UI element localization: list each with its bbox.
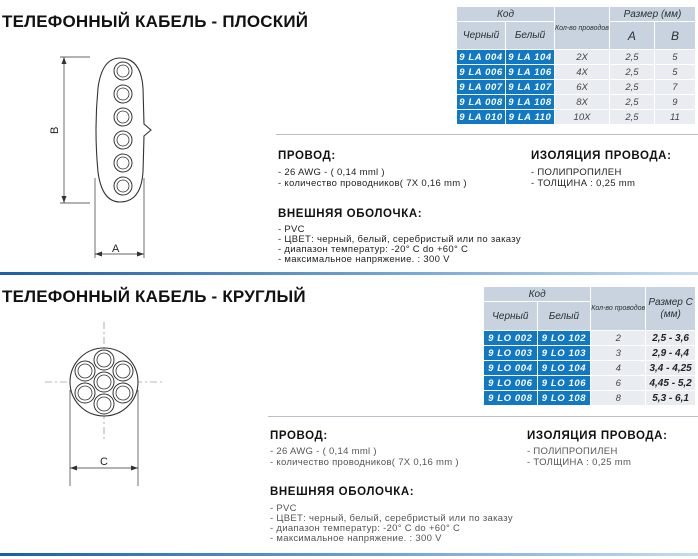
flat-white-header: Белый: [506, 22, 554, 49]
cell-white: 9 LO 104: [538, 361, 591, 375]
cell-black: 9 LO 006: [484, 376, 537, 390]
round-size-header: Размер C (мм): [646, 287, 695, 330]
flat-wire-line: - 26 AWG - ( 0,14 mml ): [278, 167, 385, 178]
cell-size: 3,4 - 4,25: [646, 361, 695, 375]
table-row: [457, 65, 695, 79]
table-row: [457, 50, 695, 64]
flat-wire-heading: ПРОВОД:: [278, 150, 336, 162]
cell-b: 9: [655, 95, 695, 109]
round-code-header: Код: [484, 287, 590, 301]
round-sheath-line: - PVC: [270, 503, 297, 514]
flat-cable-drawing: [40, 48, 170, 263]
cell-white: 9 LO 102: [538, 331, 591, 345]
cell-black: 9 LO 008: [484, 391, 537, 405]
cell-black: 9 LA 010: [457, 110, 505, 124]
round-black-header: Черный: [484, 302, 537, 330]
cell-white: 9 LA 104: [506, 50, 554, 64]
round-cable-table: [483, 286, 696, 406]
cell-size: 4,45 - 5,2: [646, 376, 695, 390]
flat-sheath-line: - диапазон температур: -20° C do +60° C: [278, 244, 469, 255]
cell-white: 9 LA 106: [506, 65, 554, 79]
cell-a: 2,5: [610, 65, 654, 79]
round-wire-line: - количество проводников( 7X 0,16 mm ): [270, 457, 459, 468]
table-row: [457, 110, 695, 124]
cell-size: 2,9 - 4,4: [646, 346, 695, 360]
round-count-header: Кол-во проводов: [591, 287, 645, 330]
cell-count: 6: [591, 376, 645, 390]
flat-sheath-line: - PVC: [278, 224, 305, 235]
flat-sheath-line: - ЦВЕТ: черный, белый, серебристый или по заказу: [278, 234, 521, 245]
table-row: [484, 391, 695, 405]
round-sheath-line: - диапазон температур: -20° C do +60° C: [270, 523, 461, 534]
cell-white: 9 LO 106: [538, 376, 591, 390]
cell-a: 2,5: [610, 95, 654, 109]
cell-count: 10X: [555, 110, 609, 124]
flat-insulation-line: - ПОЛИПРОПИЛЕН: [531, 167, 622, 178]
flat-a-header: A: [610, 22, 654, 49]
cell-count: 3: [591, 346, 645, 360]
cell-a: 2,5: [610, 50, 654, 64]
cell-b: 5: [655, 65, 695, 79]
cell-a: 2,5: [610, 80, 654, 94]
round-sheath-heading: ВНЕШНЯЯ ОБОЛОЧКА:: [270, 486, 415, 498]
section-divider: [0, 272, 698, 275]
cell-black: 9 LO 004: [484, 361, 537, 375]
cell-b: 7: [655, 80, 695, 94]
cell-black: 9 LA 008: [457, 95, 505, 109]
table-row: [457, 95, 695, 109]
flat-wire-line: - количество проводников( 7X 0,16 mm ): [278, 178, 467, 189]
flat-table-rule: [276, 134, 698, 135]
flat-insulation-heading: ИЗОЛЯЦИЯ ПРОВОДА:: [531, 150, 672, 162]
dim-a-label: A: [112, 243, 120, 255]
cell-count: 4X: [555, 65, 609, 79]
round-wire-line: - 26 AWG - ( 0,14 mml ): [270, 446, 377, 457]
cell-black: 9 LA 007: [457, 80, 505, 94]
cell-b: 11: [655, 110, 695, 124]
cell-white: 9 LA 110: [506, 110, 554, 124]
flat-count-header: Кол-во проводов: [555, 7, 609, 49]
cell-count: 4: [591, 361, 645, 375]
cell-count: 8X: [555, 95, 609, 109]
cell-size: 5,3 - 6,1: [646, 391, 695, 405]
bottom-divider: [0, 553, 698, 556]
round-cable-title: ТЕЛЕФОННЫЙ КАБЕЛЬ - КРУГЛЫЙ: [2, 287, 306, 306]
dim-c-label: C: [100, 456, 108, 468]
flat-b-header: B: [655, 22, 695, 49]
flat-cable-title: ТЕЛЕФОННЫЙ КАБЕЛЬ - ПЛОСКИЙ: [2, 12, 309, 31]
round-cable-drawing: [40, 328, 170, 488]
flat-insulation-line: - ТОЛЩИНА : 0,25 mm: [531, 178, 636, 189]
cell-black: 9 LA 006: [457, 65, 505, 79]
round-table-rule: [268, 416, 698, 417]
round-wire-heading: ПРОВОД:: [270, 430, 328, 442]
round-insulation-line: - ТОЛЩИНА : 0,25 mm: [527, 457, 632, 468]
cell-black: 9 LA 004: [457, 50, 505, 64]
round-insulation-line: - ПОЛИПРОПИЛЕН: [527, 446, 618, 457]
cell-white: 9 LO 108: [538, 391, 591, 405]
flat-black-header: Черный: [457, 22, 505, 49]
table-row: [484, 331, 695, 345]
cell-white: 9 LO 103: [538, 346, 591, 360]
table-row: [484, 376, 695, 390]
flat-cable-table: [456, 6, 696, 125]
cell-count: 6X: [555, 80, 609, 94]
round-white-header: Белый: [538, 302, 591, 330]
flat-code-header: Код: [457, 7, 554, 21]
flat-sheath-line: - максимальное напряжение. : 300 V: [278, 254, 450, 265]
flat-sheath-heading: ВНЕШНЯЯ ОБОЛОЧКА:: [278, 208, 423, 220]
round-sheath-line: - ЦВЕТ: черный, белый, серебристый или по заказу: [270, 513, 513, 524]
cell-count: 2X: [555, 50, 609, 64]
cell-a: 2,5: [610, 110, 654, 124]
round-insulation-heading: ИЗОЛЯЦИЯ ПРОВОДА:: [527, 430, 668, 442]
cell-black: 9 LO 002: [484, 331, 537, 345]
cell-count: 8: [591, 391, 645, 405]
cell-b: 5: [655, 50, 695, 64]
round-sheath-line: - максимальное напряжение. : 300 V: [270, 533, 442, 544]
flat-size-header: Размер (мм): [610, 7, 695, 21]
table-row: [484, 361, 695, 375]
table-row: [484, 346, 695, 360]
cell-size: 2,5 - 3,6: [646, 331, 695, 345]
dim-b-label: B: [49, 126, 61, 134]
cell-black: 9 LO 003: [484, 346, 537, 360]
cell-white: 9 LA 108: [506, 95, 554, 109]
cell-count: 2: [591, 331, 645, 345]
cell-white: 9 LA 107: [506, 80, 554, 94]
table-row: [457, 80, 695, 94]
